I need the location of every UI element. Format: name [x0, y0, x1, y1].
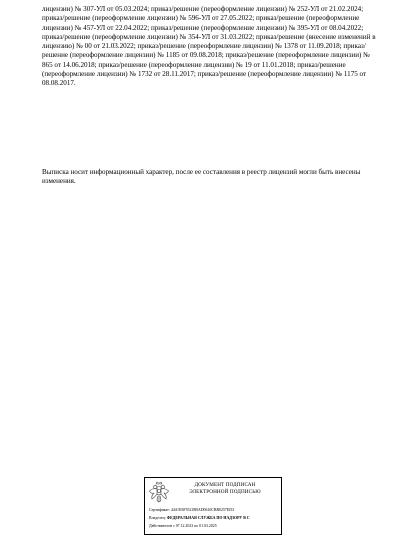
- stamp-title: [171, 482, 279, 495]
- certificate-line: [149, 508, 281, 513]
- owner-value: ФЕДЕРАЛЬНАЯ СЛУЖБА ПО НАДЗОРУ В С: [166, 516, 250, 520]
- owner-label: Владелец:: [149, 516, 166, 520]
- certificate-value: 44A393F55218BAD0610CBB0257ED3: [170, 508, 234, 512]
- coat-of-arms-icon: [148, 481, 170, 505]
- electronic-signature-stamp: [144, 477, 282, 535]
- certificate-label: Сертификат:: [149, 508, 170, 512]
- license-orders-paragraph: лицензии) № 307-УЛ от 05.03.2024; приказ/решение (переоформление лицензии) № 252-УЛ от 21.02.2024; приказ/решение (переоформление лицензии) № 596-УЛ от 27.05.2022; приказ/решение (переоформление лицензии) № 457-УЛ от 22.04.2022; приказ/решение (переоформление лицензии) № 395-УЛ от 08.04.2022; приказ/решение (переоформление лицензии) № 354-УЛ от 31.03.2022; приказ/решение (внесение изменений в лицензию) № 00 от 21.03.2022; приказ/решение (переоформление лицензии) № 1378 от 11.09.2018; приказ/решение (переоформление лицензии) № 1185 от 09.08.2018; приказ/решение (переоформление лицензии) № 865 от 14.06.2018; приказ/решение (переоформление лицензии) № 19 от 11.01.2018; приказ/решение (переоформление лицензии) № 1732 от 28.11.2017; приказ/решение (переоформление лицензии) № 1175 от 08.08.2017.: [42, 5, 376, 88]
- validity-line: Действителен с 07.12.2023 по 01.03.2025: [149, 524, 217, 528]
- stamp-title-line-1: ДОКУМЕНТ ПОДПИСАН: [194, 482, 256, 488]
- owner-line: [149, 516, 281, 521]
- informational-note: Выписка носит информационный характер, после ее составления в реестр лицензий могли быть внесены изменения.: [42, 168, 361, 186]
- stamp-title-line-2: ЭЛЕКТРОННОЙ ПОДПИСЬЮ: [189, 488, 261, 495]
